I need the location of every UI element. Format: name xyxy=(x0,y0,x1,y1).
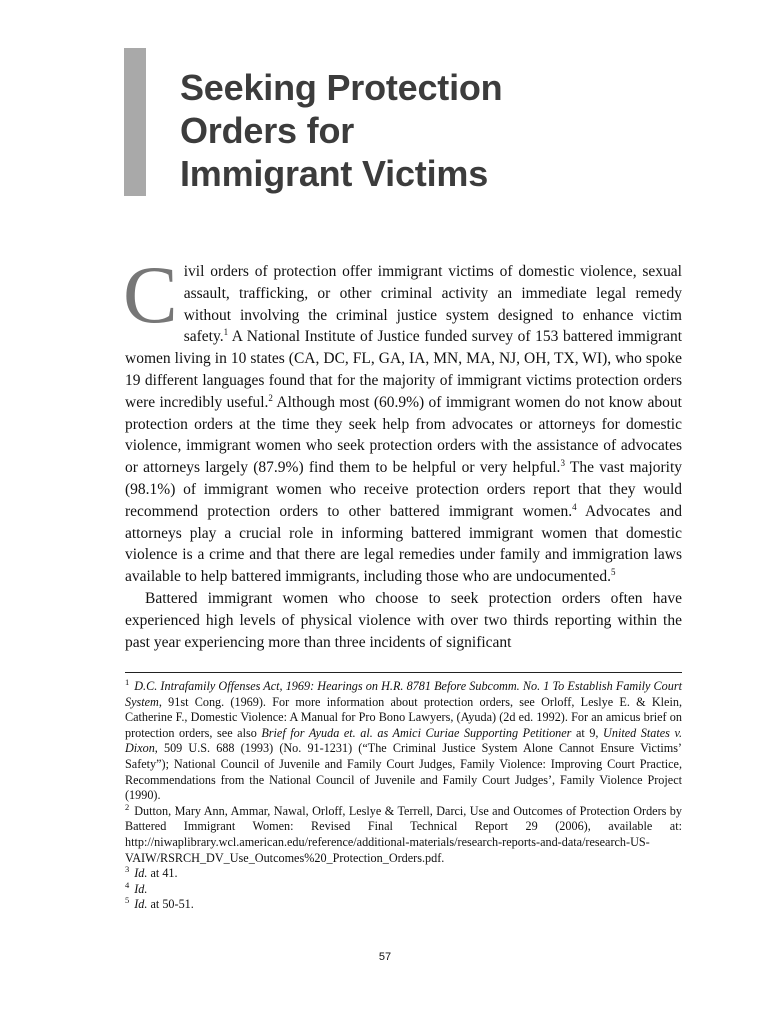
footnote-1-text-a: , 91st Cong. (1969). For more information about protection orders, see Orloff, Leslye E. & Klein, Catherine F., Domestic Violence: A Manual for Pro Bono Lawyers, (Ayuda) (2d ed. 1992). For an amicus brief on protection orders, see also xyxy=(125,694,682,740)
body-paragraph-1 xyxy=(123,249,683,588)
chapter-title-line-2: Orders for xyxy=(180,110,355,151)
footnote-3-id: Id. xyxy=(134,866,148,881)
footnote-ref-5[interactable]: 5 xyxy=(610,567,616,578)
footnote-3-text: at 41. xyxy=(147,866,178,881)
p1-sentence-2: A National Institute of Justice funded survey of 153 battered immigrant women living in 10 states (CA, DC, FL, GA, IA, MN, MA, NJ, OH, TX, WI), who spoke 19 different languages found that for the majority of immigrant victims protection orders were incredibly useful. xyxy=(125,328,682,411)
footnote-divider xyxy=(125,672,682,673)
footnote-1-hearing-title: D.C. Intrafamily Offenses Act, 1969: Hearings on H.R. 8781 Before Subcomm. No. 1 To Establish Family Court System xyxy=(125,679,682,709)
footnote-5-number: 5 xyxy=(125,895,130,906)
body-text xyxy=(123,249,683,653)
p1-sentence-4: The vast majority (98.1%) of immigrant women who receive protection orders report that they would recommend protection orders to other battered immigrant women. xyxy=(125,459,683,520)
footnote-3-number: 3 xyxy=(125,864,130,875)
footnote-1-text-b: at 9, xyxy=(571,725,604,740)
drop-cap: C xyxy=(123,249,178,340)
title-accent-bar xyxy=(124,48,146,196)
footnote-1-text-c: , 509 U.S. 688 (1993) (No. 91-1231) (“The Criminal Justice System Alone Cannot Ensure Victims’ Safety”); National Council of Juvenile and Family Court Judges, Family Violence: Improving Court Practice, Recommendations from the National Council of Juvenile and Family Court Judges’, Family Violence Project (1990). xyxy=(125,741,682,803)
footnote-1-case-name: United States v. Dixon xyxy=(125,725,683,756)
chapter-title xyxy=(180,66,502,195)
footnote-2 xyxy=(125,801,682,866)
body-paragraph-2: Battered immigrant women who choose to seek protection orders often have experienced high levels of physical violence with over two thirds reporting within the past year experiencing more than three incidents of significant xyxy=(125,589,682,651)
footnote-1-brief-title: Brief for Ayuda et. al. as Amici Curiae Supporting Petitioner xyxy=(261,725,572,740)
footnotes xyxy=(125,679,682,913)
footnote-ref-1[interactable]: 1 xyxy=(223,327,229,338)
footnote-5-text: at 50-51. xyxy=(147,897,194,912)
footnote-4 xyxy=(125,879,682,898)
footnote-1 xyxy=(125,679,682,804)
footnote-5 xyxy=(125,897,682,913)
footnote-2-number: 2 xyxy=(125,801,130,812)
chapter-title-line-3: Immigrant Victims xyxy=(180,153,489,194)
footnote-ref-2[interactable]: 2 xyxy=(268,392,273,403)
footnote-5-id: Id. xyxy=(134,897,148,912)
p1-sentence-1: ivil orders of protection offer immigrant victims of domestic violence, sexual assault, trafficking, or other criminal activity an immediate legal remedy without involving the criminal justice system designed to enhance victim safety. xyxy=(183,263,682,346)
page-number: 57 xyxy=(378,951,392,963)
footnote-ref-3[interactable]: 3 xyxy=(560,458,565,469)
p1-sentence-3: Although most (60.9%) of immigrant women do not know about protection orders at the time they seek help from advocates or attorneys for domestic violence, immigrant women who seek protection orders with the assistance of advocates or attorneys largely (87.9%) find them to be helpful or very helpful. xyxy=(125,393,682,477)
footnote-4-number: 4 xyxy=(125,879,130,890)
footnote-2-text: Dutton, Mary Ann, Ammar, Nawal, Orloff, Leslye & Terrell, Darci, Use and Outcomes of Protection Orders by Battered Immigrant Women: Revised Final Technical Report 29 (2006), available at: http://niwaplibrary.wcl.american.edu/reference/additional-materials/research-reports-and-data/research-US-VAIW/RSRCH_DV_Use_Outcomes%20_Protection_Orders.pdf. xyxy=(125,803,682,865)
footnote-ref-4[interactable]: 4 xyxy=(572,501,577,512)
chapter-title-line-1: Seeking Protection xyxy=(180,67,503,108)
footnote-1-number: 1 xyxy=(125,677,130,687)
footnote-3 xyxy=(125,866,682,882)
p1-sentence-5: Advocates and attorneys play a crucial role in informing battered immigrant women that domestic violence is a crime and that there are legal remedies under family and immigration laws available to help battered immigrants, including those who are undocumented. xyxy=(125,502,682,586)
footnote-4-id: Id. xyxy=(134,881,148,896)
